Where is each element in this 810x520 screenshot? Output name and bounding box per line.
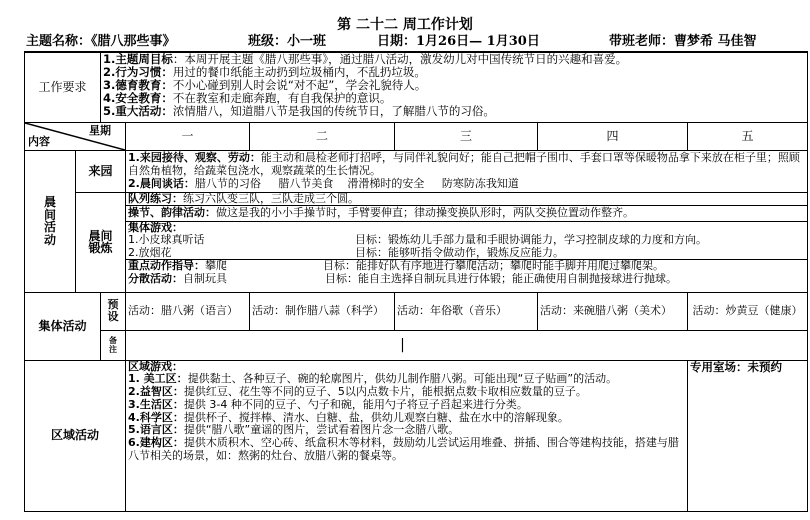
arrival-para-1: 1.来园接待、观察、劳动：能主动和晨检老师打招呼，与同伴礼貌问好；能自己把帽子围巾、手套口罩等保暖物品拿下来放在柜子里；照顾自然角植物，给蔬菜包浇水，观察蔬菜的生长情况。 bbox=[128, 150, 800, 177]
content-label: 内容 bbox=[28, 135, 50, 148]
weekly-plan-table bbox=[24, 51, 808, 512]
notes-label: 备注 bbox=[101, 330, 126, 360]
group-games-head: 集体游戏： bbox=[128, 221, 184, 234]
day-wed: 三 bbox=[395, 122, 538, 150]
area-item: 6.建构区：提供木质积木、空心砖、纸盒积木等材料，鼓励幼儿尝试运用堆叠、拼插、围合等建构技能，搭建与腊八节相关的场景，如：熬粥的灶台、放腊八粥的餐桌等。 bbox=[128, 436, 679, 463]
morning-activity-label: 晨间活动 bbox=[25, 150, 76, 292]
work-req-item: 3.德育教育：不小心碰到别人时会说“对不起”，学会礼貌待人。 bbox=[103, 79, 427, 92]
area-games-head: 区域游戏： bbox=[128, 360, 184, 373]
page-title: 第 二十二 周工作计划 bbox=[337, 17, 473, 33]
class-label: 班级： bbox=[248, 34, 288, 49]
class-value: 小一班 bbox=[287, 34, 327, 49]
group-activity-label: 集体活动 bbox=[25, 292, 101, 360]
date-value: 1月26日— 1月30日 bbox=[416, 34, 540, 49]
work-req-item: 5.重大活动：浓情腊八，知道腊八节是我国的传统节日，了解腊八节的习俗。 bbox=[103, 105, 495, 118]
group-activity-row bbox=[25, 292, 808, 330]
area-item: 1. 美工区：提供黏土、各种豆子、碗的轮廓图片，供幼儿制作腊八粥。可能出现“豆子贴画”的活动。 bbox=[128, 372, 618, 386]
work-req-content bbox=[101, 52, 808, 122]
area-activity-label: 区域活动 bbox=[25, 360, 126, 511]
day-fri: 五 bbox=[688, 122, 808, 150]
notes-content: | bbox=[126, 330, 808, 360]
teachers bbox=[609, 34, 757, 50]
area-item: 2.益智区：提供红豆、花生等不同的豆子、5以内点数卡片，能根据点数卡取相应数量的豆子。 bbox=[128, 385, 587, 399]
theme-value: 《腊八那些事》 bbox=[91, 34, 176, 49]
rhythm-practice: 操节、韵律活动：做这是我的小小手操节时，手臂要伸直；律动操变换队形时，两队交换位置动作整齐。 bbox=[126, 206, 807, 222]
work-req-label: 工作要求 bbox=[25, 52, 101, 122]
day-tue: 二 bbox=[250, 122, 395, 150]
weekday-label: 星期 bbox=[89, 123, 112, 137]
arrival-para-2: 2.晨间谈话：腊八节的习俗 腊八节美食 滑滑梯时的安全 防寒防冻我知道 bbox=[128, 176, 519, 190]
focus-section bbox=[126, 260, 807, 285]
date-range bbox=[377, 34, 540, 50]
focus-guidance: 重点动作指导：攀爬 目标：能排好队有序地进行攀爬活动；攀爬时能手脚并用爬过攀爬架。 bbox=[128, 260, 665, 272]
game-item: 1.小皮球真听话 目标：锻炼幼儿手部力量和手眼协调能力，学习控制皮球的力度和方向。 bbox=[128, 234, 708, 246]
activity-mon: 活动：腊八粥（语言） bbox=[126, 292, 250, 330]
weekday-content-corner bbox=[25, 122, 126, 150]
queue-practice: 队列练习：练习六队变三队，三队走成三个圆。 bbox=[126, 193, 807, 207]
day-thu: 四 bbox=[538, 122, 688, 150]
game-item: 2.放烟花 目标：能够听指令做动作，锻炼反应能力。 bbox=[128, 246, 565, 259]
work-req-row bbox=[25, 52, 808, 122]
class-name bbox=[248, 34, 326, 50]
area-item: 3.生活区：提供 3-4 种不同的豆子、勺子和碗，能用勺子将豆子舀起来进行分类。 bbox=[128, 397, 528, 411]
exercise-content bbox=[126, 192, 808, 292]
arrival-label: 来园 bbox=[76, 150, 126, 192]
scattered-activity: 分散活动：自制玩具 目标：能自主选择自制玩具进行体锻；能正确使用自制抛接球进行抛球。 bbox=[128, 272, 678, 285]
group-games bbox=[126, 222, 807, 261]
activity-wed: 活动：年俗歌（音乐） bbox=[395, 292, 538, 330]
teacher-label: 带班老师： bbox=[609, 34, 675, 49]
theme-label: 主题名称： bbox=[26, 34, 92, 49]
theme-name bbox=[26, 34, 176, 50]
area-item: 4.科学区：提供杯子、搅拌棒、清水、白糖、盐，供幼儿观察白糖、盐在水中的溶解现象。 bbox=[128, 410, 569, 424]
preset-label: 预设 bbox=[101, 292, 126, 330]
special-room-value: 未预约 bbox=[747, 359, 783, 374]
area-activity-row bbox=[25, 360, 808, 511]
activity-thu: 活动：来碗腊八粥（美术） bbox=[538, 292, 688, 330]
area-games-content bbox=[126, 360, 688, 511]
special-room bbox=[688, 360, 808, 511]
weekday-header-row bbox=[25, 122, 808, 150]
work-req-item: 4.安全教育：不在教室和走廊奔跑，有自我保护的意识。 bbox=[103, 92, 392, 105]
notes-row bbox=[25, 330, 808, 360]
special-room-label: 专用室场： bbox=[690, 359, 748, 374]
day-mon: 一 bbox=[126, 122, 250, 150]
work-req-item: 1.主题周目标：本周开展主题《腊八那些事》，通过腊八活动，激发幼儿对中国传统节日的兴趣和喜爱。 bbox=[103, 53, 628, 66]
arrival-content bbox=[126, 150, 808, 192]
area-item: 5.语言区：提供“腊八歌”童谣的图片，尝试看着图片念一念腊八歌。 bbox=[128, 423, 460, 437]
teacher-value: 曹梦希 马佳智 bbox=[674, 34, 757, 49]
work-req-item: 2.行为习惯：用过的餐巾纸能主动扔到垃圾桶内，不乱扔垃圾。 bbox=[103, 66, 426, 79]
activity-tue: 活动：制作腊八蒜（科学） bbox=[250, 292, 395, 330]
exercise-label: 晨间锻炼 bbox=[76, 192, 126, 292]
exercise-row bbox=[25, 192, 808, 292]
arrival-row bbox=[25, 150, 808, 192]
date-label: 日期： bbox=[377, 34, 417, 49]
activity-fri: 活动：炒黄豆（健康） bbox=[688, 292, 808, 330]
